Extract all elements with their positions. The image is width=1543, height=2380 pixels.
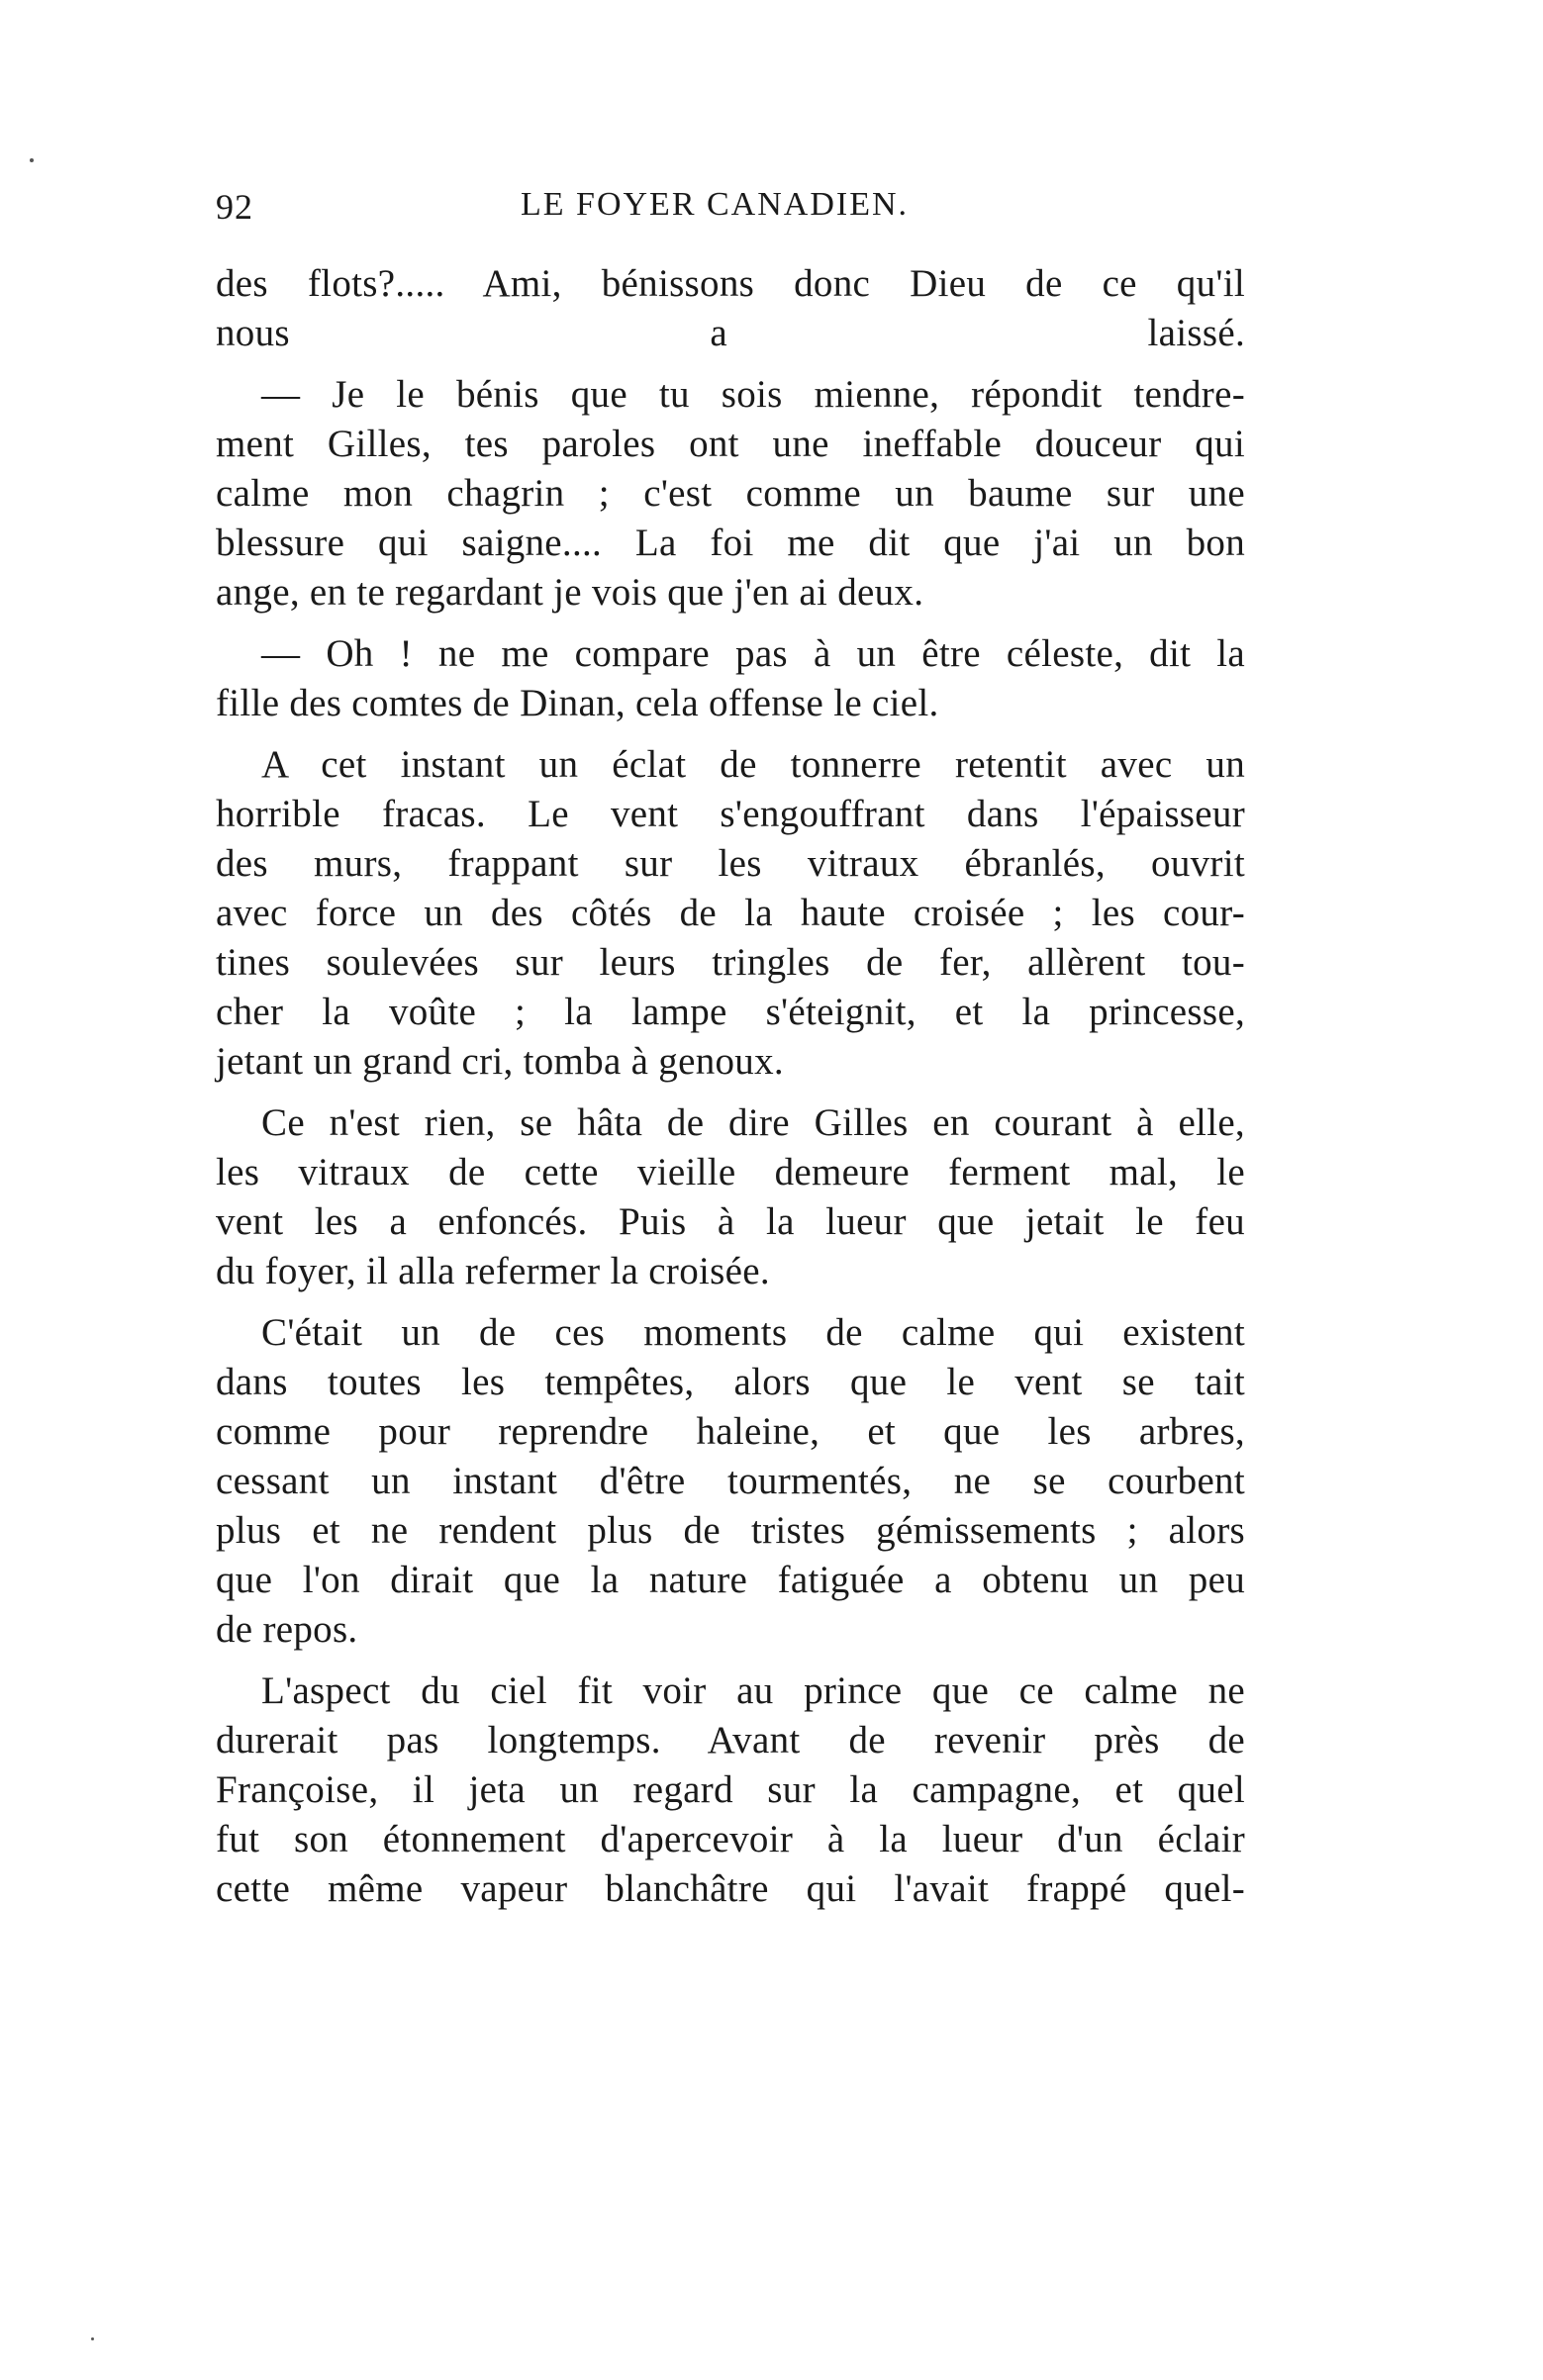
- text-line: A cet instant un éclat de tonnerre retentit avec un: [261, 743, 1245, 786]
- scan-speck: [91, 2337, 94, 2340]
- text-line: fille des comtes de Dinan, cela offense le ciel.: [216, 682, 939, 724]
- text-line: cessant un instant d'être tourmentés, ne se courbent: [216, 1460, 1245, 1502]
- text-line: durerait pas longtemps. Avant de revenir près de: [216, 1719, 1245, 1761]
- text-line: cette même vapeur blanchâtre qui l'avait frappé quel-: [216, 1867, 1245, 1910]
- text-line: nous a laissé.: [216, 312, 1245, 354]
- paragraph: [216, 370, 1245, 618]
- paragraph: [216, 259, 1245, 358]
- text-line: jetant un grand cri, tomba à genoux.: [216, 1040, 784, 1083]
- paragraph: [216, 1308, 1245, 1655]
- running-title: LE FOYER CANADIEN.: [521, 186, 910, 223]
- text-line: — Oh ! ne me compare pas à un être céleste, dit la: [261, 632, 1245, 675]
- paragraph: [216, 1098, 1245, 1296]
- text-line: du foyer, il alla refermer la croisée.: [216, 1250, 770, 1292]
- text-line: de repos.: [216, 1608, 358, 1651]
- body-text: [216, 259, 1245, 1926]
- text-line: avec force un des côtés de la haute croisée ; les cour-: [216, 892, 1245, 934]
- text-line: des murs, frappant sur les vitraux ébranlés, ouvrit: [216, 842, 1245, 885]
- text-line: ment Gilles, tes paroles ont une ineffable douceur qui: [216, 423, 1245, 465]
- text-line: dans toutes les tempêtes, alors que le vent se tait: [216, 1361, 1245, 1403]
- text-line: blessure qui saigne.... La foi me dit que j'ai un bon: [216, 522, 1245, 564]
- page-number: 92: [216, 187, 253, 227]
- text-line: C'était un de ces moments de calme qui existent: [261, 1311, 1245, 1354]
- text-line: plus et ne rendent plus de tristes gémissements ; alors: [216, 1509, 1245, 1552]
- text-line: les vitraux de cette vieille demeure ferment mal, le: [216, 1151, 1245, 1193]
- text-line: L'aspect du ciel fit voir au prince que ce calme ne: [261, 1669, 1245, 1712]
- paragraph: [216, 629, 1245, 728]
- text-line: vent les a enfoncés. Puis à la lueur que jetait le feu: [216, 1200, 1245, 1243]
- text-line: Françoise, il jeta un regard sur la campagne, et quel: [216, 1768, 1245, 1811]
- text-line: — Je le bénis que tu sois mienne, répondit tendre-: [261, 373, 1245, 416]
- text-line: tines soulevées sur leurs tringles de fer, allèrent tou-: [216, 941, 1245, 984]
- text-line: calme mon chagrin ; c'est comme un baume sur une: [216, 472, 1245, 515]
- paragraph: [216, 1666, 1245, 1914]
- text-line: comme pour reprendre haleine, et que les arbres,: [216, 1410, 1245, 1453]
- paragraph: [216, 740, 1245, 1087]
- text-line: cher la voûte ; la lampe s'éteignit, et la princesse,: [216, 991, 1245, 1033]
- text-line: des flots?..... Ami, bénissons donc Dieu de ce qu'il: [216, 262, 1245, 305]
- text-line: que l'on dirait que la nature fatiguée a obtenu un peu: [216, 1559, 1245, 1601]
- page-header: [216, 186, 1245, 245]
- text-line: horrible fracas. Le vent s'engouffrant dans l'épaisseur: [216, 793, 1245, 835]
- text-line: fut son étonnement d'apercevoir à la lueur d'un éclair: [216, 1818, 1245, 1860]
- text-line: ange, en te regardant je vois que j'en ai deux.: [216, 571, 924, 614]
- text-line: Ce n'est rien, se hâta de dire Gilles en courant à elle,: [261, 1101, 1245, 1144]
- scan-speck: [30, 158, 34, 162]
